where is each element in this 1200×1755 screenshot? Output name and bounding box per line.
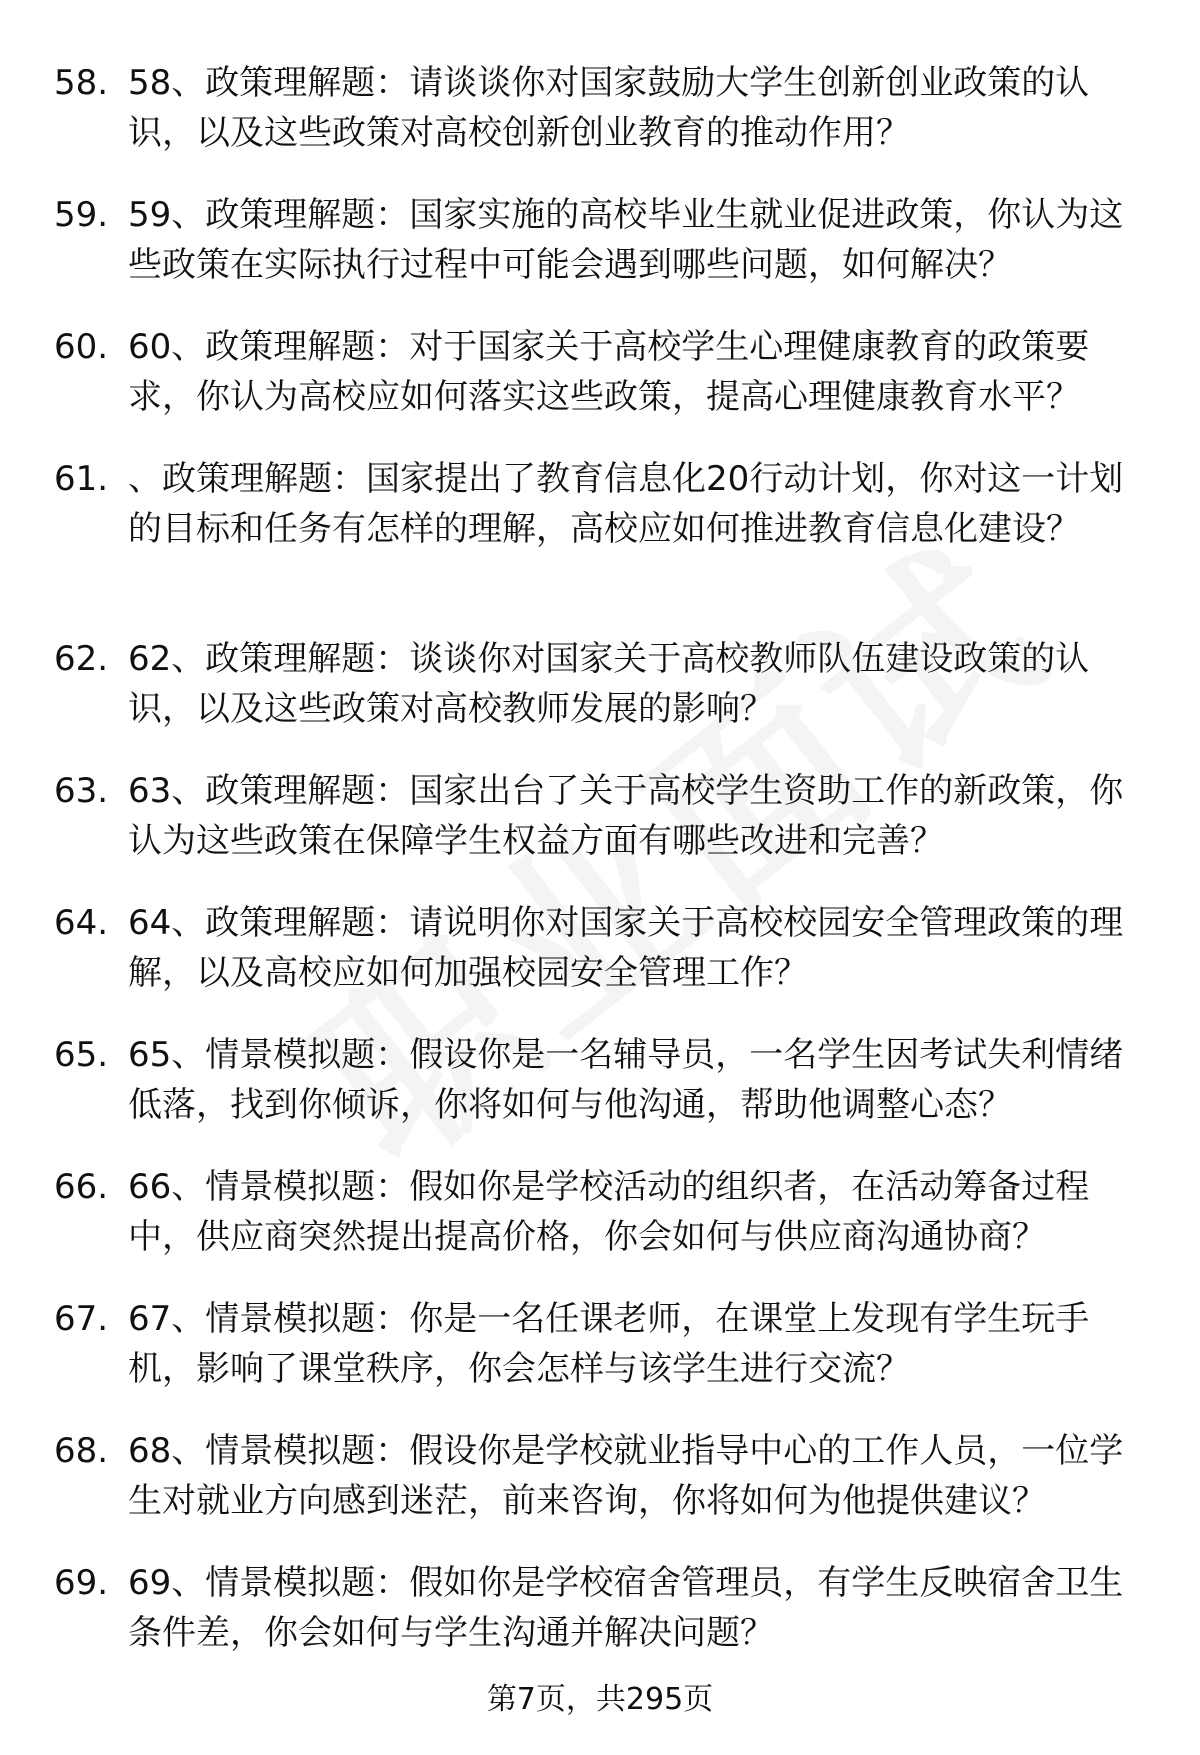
question-text: 62、政策理解题：谈谈你对国家关于高校教师队伍建设政策的认识，以及这些政策对高校教师发展的影响？: [128, 639, 1090, 729]
list-item: [0, 634, 1200, 766]
list-item: [0, 1030, 1200, 1162]
question-text: 60、政策理解题：对于国家关于高校学生心理健康教育的政策要求，你认为高校应如何落实这些政策，提高心理健康教育水平？: [128, 327, 1090, 417]
question-number: 62.: [54, 639, 109, 679]
list-item: [0, 190, 1200, 322]
question-number: 69.: [54, 1563, 109, 1603]
question-text: 58、政策理解题：请谈谈你对国家鼓励大学生创新创业政策的认识，以及这些政策对高校创新创业教育的推动作用？: [128, 63, 1090, 153]
question-text: 67、情景模拟题：你是一名任课老师，在课堂上发现有学生玩手机，影响了课堂秩序，你会怎样与该学生进行交流？: [128, 1299, 1090, 1389]
question-text: 64、政策理解题：请说明你对国家关于高校校园安全管理政策的理解，以及高校应如何加强校园安全管理工作？: [128, 903, 1124, 993]
question-number: 59.: [54, 195, 109, 235]
list-item: [0, 1426, 1200, 1558]
question-text: 59、政策理解题：国家实施的高校毕业生就业促进政策，你认为这些政策在实际执行过程中可能会遇到哪些问题，如何解决？: [128, 195, 1124, 285]
question-text: 65、情景模拟题：假设你是一名辅导员，一名学生因考试失利情绪低落，找到你倾诉，你将如何与他沟通，帮助他调整心态？: [128, 1035, 1124, 1125]
list-item: [0, 454, 1200, 634]
question-text: 63、政策理解题：国家出台了关于高校学生资助工作的新政策，你认为这些政策在保障学生权益方面有哪些改进和完善？: [128, 771, 1124, 861]
page-footer: 第7页，共295页: [486, 1682, 714, 1717]
question-number: 68.: [54, 1431, 109, 1471]
list-item: [0, 1162, 1200, 1294]
question-text: 68、情景模拟题：假设你是学校就业指导中心的工作人员，一位学生对就业方向感到迷茫，前来咨询，你将如何为他提供建议？: [128, 1431, 1124, 1521]
list-item: [0, 322, 1200, 454]
question-number: 60.: [54, 327, 109, 367]
question-number: 65.: [54, 1035, 109, 1075]
list-item: [0, 1558, 1200, 1690]
question-list: [0, 58, 1200, 1690]
question-number: 64.: [54, 903, 109, 943]
list-item: [0, 766, 1200, 898]
question-text: 、政策理解题：国家提出了教育信息化20行动计划，你对这一计划的目标和任务有怎样的理解，高校应如何推进教育信息化建设？: [128, 459, 1124, 549]
question-number: 63.: [54, 771, 109, 811]
question-number: 66.: [54, 1167, 109, 1207]
list-item: [0, 1294, 1200, 1426]
question-text: 66、情景模拟题：假如你是学校活动的组织者，在活动筹备过程中，供应商突然提出提高价格，你会如何与供应商沟通协商？: [128, 1167, 1090, 1257]
question-text: 69、情景模拟题：假如你是学校宿舍管理员，有学生反映宿舍卫生条件差，你会如何与学生沟通并解决问题？: [128, 1563, 1124, 1653]
question-number: 67.: [54, 1299, 109, 1339]
question-number: 61.: [54, 459, 109, 499]
list-item: [0, 898, 1200, 1030]
question-number: 58.: [54, 63, 109, 103]
list-item: [0, 58, 1200, 190]
